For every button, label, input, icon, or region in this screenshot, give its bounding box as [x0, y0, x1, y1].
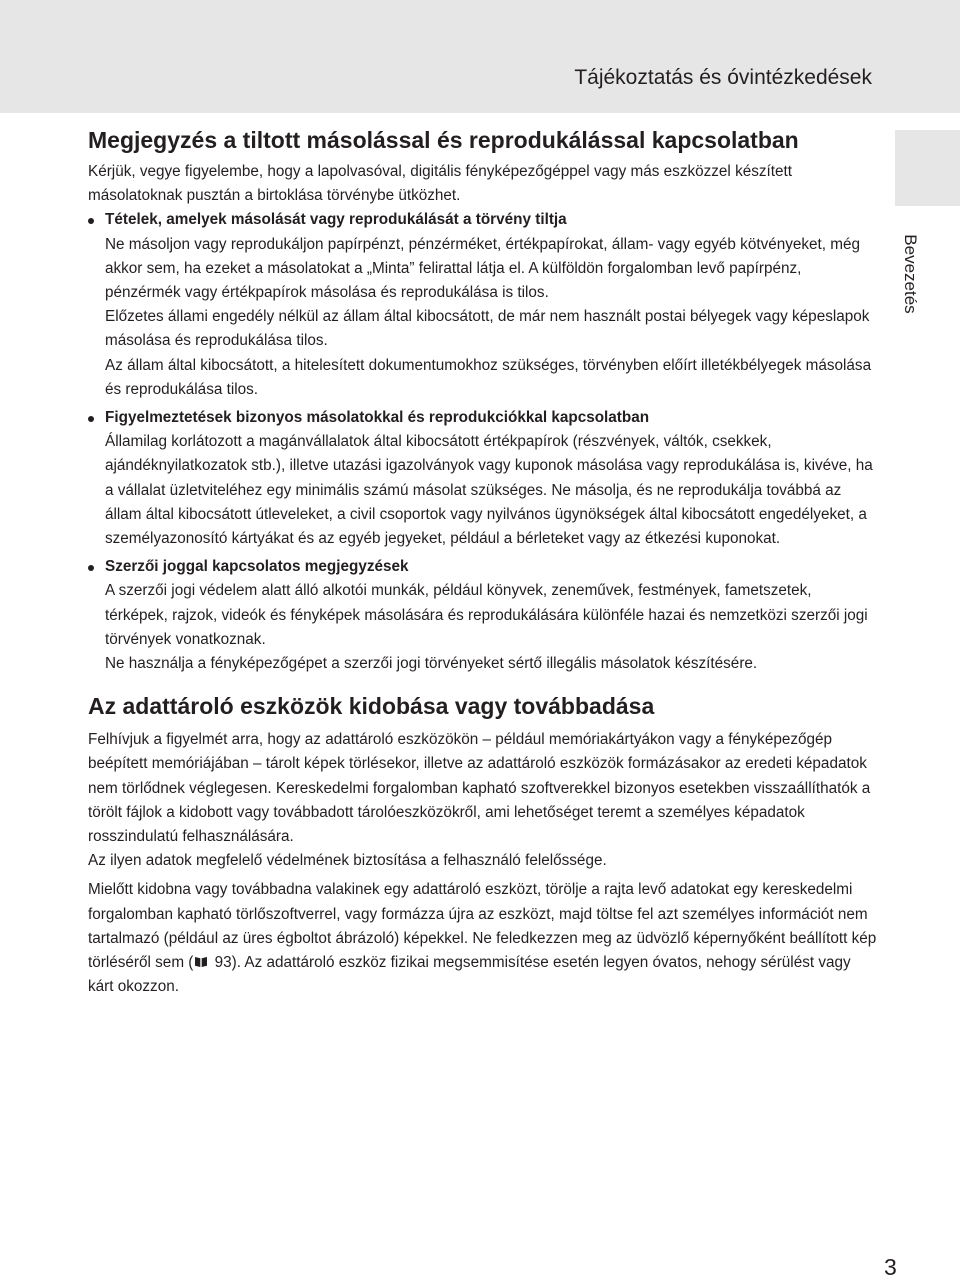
page-content — [88, 124, 878, 1000]
bullet-title: Szerzői joggal kapcsolatos megjegyzések — [105, 558, 409, 576]
bullet-title: Figyelmeztetések bizonyos másolatokkal és reprodukciókkal kapcsolatban — [105, 409, 650, 427]
bullet-item — [88, 406, 878, 551]
section-intro: Kérjük, vegye figyelembe, hogy a lapolvasóval, digitális fényképezőgéppel vagy más eszközzel készített másolatoknak pusztán a birtoklása törvénybe ütközhet. — [88, 163, 793, 205]
section-heading-storage-disposal: Az adattároló eszközök kidobása vagy továbbadása — [88, 693, 655, 720]
chapter-title: Tájékoztatás és óvintézkedések — [574, 66, 872, 89]
side-tab — [895, 130, 960, 206]
bullet-title: Tételek, amelyek másolását vagy reprodukálását a törvény tiltja — [105, 211, 567, 229]
bullet-paragraph: Az állam által kibocsátott, a hitelesített dokumentumokhoz szükséges, törvényben előírt illetékbélyegek másolása és reprodukálása tilos. — [105, 356, 872, 398]
bullet-paragraph: A szerzői jogi védelem alatt álló alkotói munkák, például könyvek, zeneművek, festmények, fametszetek, térképek, rajzok, videók és fényképek másolására és reprodukálására különféle hazai és nemzetközi szerzői jogi törvények vonatkoznak. — [105, 582, 868, 648]
page-number: 3 — [884, 1254, 897, 1280]
storage-paragraph-group — [88, 728, 878, 873]
bullet-paragraph: Ne másoljon vagy reprodukáljon papírpénzt, pénzérméket, értékpapírokat, állam- vagy egyéb kötvényeket, még akkor sem, ha ezeket a másolatokat a „Minta” felirattal látja el. A külföldön forgalomban levő papírpénz, pénzérmék vagy értékpapírok másolása és reprodukálása is tilos. — [105, 235, 861, 302]
bullet-list — [88, 208, 878, 676]
book-reference-icon — [194, 956, 208, 968]
storage-paragraph-note: Az ilyen adatok megfelelő védelmének biztosítása a felhasználó felelőssége. — [88, 852, 607, 870]
side-tab-label: Bevezetés — [901, 234, 920, 314]
page-reference[interactable]: 93 — [210, 954, 232, 972]
storage-paragraph-2 — [88, 878, 878, 999]
bullet-paragraph: Ne használja a fényképezőgépet a szerzői jogi törvényeket sértő illegális másolatok készítésére. — [105, 655, 758, 673]
section-heading-copying: Megjegyzés a tiltott másolással és reprodukálással kapcsolatban — [88, 127, 799, 153]
bullet-item — [88, 555, 878, 676]
storage-paragraph-2-text: Mielőtt kidobna vagy továbbadna valakinek egy adattároló eszközt, törölje a rajta levő adatokat egy kereskedelmi forgalomban kapható törlőszoftverrel, vagy formázza újra az eszközt, majd töltse fel azt személyes információt nem tartalmazó (például az üres égboltot ábrázoló) képekkel. Ne feledkezzen meg az üdvözlő képernyőként beállított kép törléséről sem ( — [88, 881, 877, 972]
header-band — [0, 0, 960, 113]
bullet-item — [88, 208, 878, 402]
bullet-paragraph: Államilag korlátozott a magánvállalatok által kibocsátott értékpapírok (részvények, váltók, csekkek, ajándéknyilatkozatok stb.), illetve utazási igazolványok vagy kuponok másolása vagy reprodukálása is, kivéve, ha a vállalat üzletviteléhez egy minimális számú másolat szükséges. Ne másolja, és ne reprodukálja továbbá az állam által kibocsátott útleveleket, a civil csoportok vagy nyilvános ügynökségek által kibocsátott engedélyeket, a személyazonosító kártyákat és az egyéb jegyeket, például a bérleteket vagy az étkezési kuponokat. — [105, 433, 873, 548]
side-tab-label-container — [893, 214, 927, 334]
storage-paragraph-2-end: ). Az adattároló eszköz fizikai megsemmisítése esetén legyen óvatos, nehogy sérülést vagy kárt okozzon. — [88, 954, 851, 996]
storage-paragraph: Felhívjuk a figyelmét arra, hogy az adattároló eszközökön – például memóriakártyákon vagy a fényképezőgép beépített memóriájában – tárolt képek törlésekor, illetve az adattároló eszközök formázásakor az eredeti képadatok nem törlődnek véglegesen. Kereskedelmi forgalomban kapható szoftverekkel bizonyos esetekben visszaállíthatók a törölt fájlok a kidobott vagy továbbadott tárolóeszközökről, ami lehetőséget teremt a személyes képadatok rosszindulatú felhasználására. — [88, 731, 871, 846]
bullet-paragraph: Előzetes állami engedély nélkül az állam által kibocsátott, de már nem használt postai bélyegek vagy képeslapok másolása és reprodukálása tilos. — [105, 308, 870, 350]
